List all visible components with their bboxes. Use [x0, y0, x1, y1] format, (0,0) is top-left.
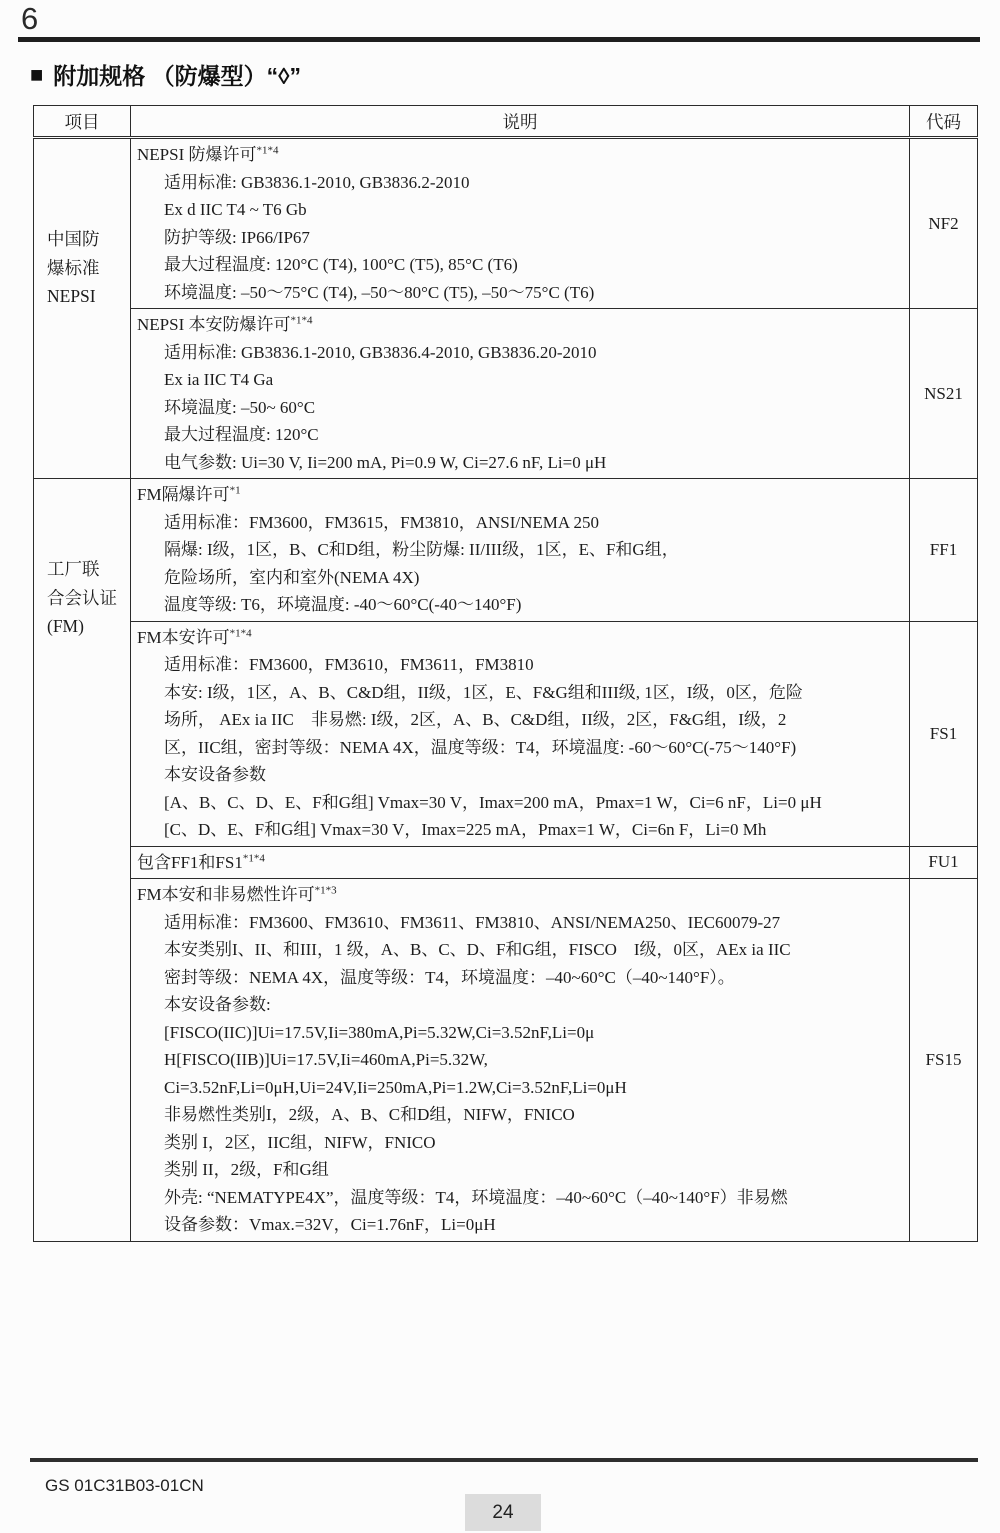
description-line: 危险场所，室内和室外(NEMA 4X) — [164, 567, 420, 587]
footnote-superscript: *1*3 — [314, 884, 337, 897]
top-rule — [18, 37, 980, 42]
description-line: FM本安许可$^{*1*4}$ — [137, 626, 252, 647]
description-line: 类别 I，2区，IIC组，NIFW，FNICO — [164, 1132, 436, 1152]
description-line: Ci=3.52nF,Li=0μH,Ui=24V,Ii=250mA,Pi=1.2W,Ci=3.52nF,Li=0μH — [164, 1077, 627, 1097]
description-cell — [131, 479, 910, 622]
description-line: 外壳: “NEMATYPE4X”，温度等级：T4，环境温度：–40~60°C（–40~140°F）非易燃 — [164, 1187, 788, 1207]
description-line: Ex d IIC T4 ~ T6 Gb — [164, 200, 307, 219]
code-cell: NS21 — [910, 309, 978, 479]
description-line: 最大过程温度: 120°C (T4), 100°C (T5), 85°C (T6) — [164, 255, 518, 274]
table-row — [34, 138, 978, 309]
spec-table-body — [34, 138, 978, 1242]
description-line: 最大过程温度: 120°C — [164, 425, 319, 444]
description-line: 适用标准: GB3836.1-2010, GB3836.4-2010, GB3836.20-2010 — [164, 342, 597, 362]
header-description: 说明 — [131, 106, 910, 138]
footnote-superscript: *1*4 — [229, 626, 252, 639]
header-code: 代码 — [910, 106, 978, 138]
description-line: 环境温度: –50~ 60°C — [164, 397, 316, 417]
description-cell — [131, 309, 910, 479]
description-line: [FISCO(IIC)]Ui=17.5V,Ii=380mA,Pi=5.32W,Ci=3.52nF,Li=0μ — [164, 1022, 595, 1042]
description-line: 电气参数: Ui=30 V, Ii=200 mA, Pi=0.9 W, Ci=27.6 nF, Li=0 μH — [164, 452, 607, 472]
code-cell: FS1 — [910, 621, 978, 846]
description-line: 本安: I级，1区，A、B、C&D组，II级，1区，E、F&G组和III级, 1区，I级，0区，危险 — [164, 682, 803, 702]
description-line: 适用标准：FM3600、FM3610、FM3611、FM3810、ANSI/NEMA250、IEC60079-27 — [164, 912, 781, 932]
table-row — [34, 879, 978, 1242]
description-line: 非易燃性类别I，2级，A、B、C和D组，NIFW，FNICO — [164, 1105, 575, 1124]
code-cell: FS15 — [910, 879, 978, 1242]
code-cell: NF2 — [910, 138, 978, 309]
description-line: FM隔爆许可$^{*1}$ — [137, 484, 241, 504]
description-line: NEPSI 防爆许可$^{*1*4}$ — [137, 144, 279, 164]
description-line: 设备参数：Vmax.=32V，Ci=1.76nF，Li=0μH — [164, 1215, 496, 1234]
description-line: NEPSI 本安防爆许可$^{*1*4}$ — [137, 314, 313, 334]
item-line: NEPSI — [47, 286, 96, 306]
description-line: 防护等级: IP66/IP67 — [164, 227, 310, 247]
table-row — [34, 621, 978, 846]
description-line: 隔爆: I级，1区，B、C和D组，粉尘防爆: II/III级，1区，E、F和G组， — [164, 540, 679, 559]
table-row — [34, 846, 978, 879]
table-row — [34, 309, 978, 479]
item-line: 合会认证 — [47, 587, 117, 608]
item-line: 工厂联 — [47, 559, 100, 579]
section-marker-icon: ■ — [30, 61, 44, 87]
footer-page-number: 24 — [465, 1494, 541, 1531]
table-header-row — [34, 106, 978, 138]
top-page-number: 6 — [21, 1, 39, 36]
footnote-superscript: *1 — [229, 484, 241, 497]
item-cell — [34, 138, 131, 479]
description-cell — [131, 621, 910, 846]
description-line: Ex ia IIC T4 Ga — [164, 370, 274, 389]
description-line: 场所， AEx ia IIC 非易燃: I级，2区，A、B、C&D组，II级，2区，F&G组，I级，2 — [164, 710, 787, 729]
description-cell — [131, 879, 910, 1242]
description-cell — [131, 846, 910, 879]
item-cell — [34, 479, 131, 1242]
description-line: 适用标准：FM3600，FM3610，FM3611，FM3810 — [164, 655, 534, 674]
description-line: [A、B、C、D、E、F和G组] Vmax=30 V，Imax=200 mA，Pmax=1 W，Ci=6 nF，Li=0 μH — [164, 792, 822, 812]
description-line: 类别 II，2级，F和G组 — [164, 1160, 329, 1179]
description-line: 温度等级: T6，环境温度: -40～60°C(-40～140°F) — [164, 595, 522, 614]
description-line: [C、D、E、F和G组] Vmax=30 V，Imax=225 mA，Pmax=1 W，Ci=6n F，Li=0 Mh — [164, 820, 767, 839]
footnote-superscript: *1*4 — [290, 314, 313, 327]
section-title-text: 附加规格 （防爆型）“◊” — [53, 63, 302, 89]
footnote-superscript: *1*4 — [256, 144, 279, 157]
item-line: 中国防 — [47, 229, 100, 249]
description-line: 适用标准: GB3836.1-2010, GB3836.2-2010 — [164, 172, 470, 192]
item-line: (FM) — [47, 616, 84, 636]
section-title — [30, 58, 301, 91]
code-cell: FU1 — [910, 846, 978, 879]
description-line: 区，IIC组，密封等级：NEMA 4X，温度等级：T4，环境温度: -60～60°C(-75～140°F) — [164, 737, 797, 757]
header-item: 项目 — [34, 106, 131, 138]
footer-document-number: GS 01C31B03-01CN — [45, 1476, 204, 1495]
description-line: 包含FF1和$FS1^{*1*4}$ — [137, 851, 265, 872]
description-line: 密封等级：NEMA 4X，温度等级：T4，环境温度：–40~60°C（–40~140°F）。 — [164, 967, 735, 987]
table-row — [34, 479, 978, 622]
description-line: FM本安和非易燃性许可$^{*1*3}$ — [137, 884, 337, 904]
footnote-superscript: *1*4 — [242, 851, 265, 864]
description-line: 适用标准：FM3600，FM3615，FM3810，ANSI/NEMA 250 — [164, 512, 599, 532]
description-line: H[FISCO(IIB)]Ui=17.5V,Ii=460mA,Pi=5.32W, — [164, 1050, 488, 1069]
code-cell: FF1 — [910, 479, 978, 622]
item-line: 爆标准 — [47, 257, 100, 278]
description-line: 本安设备参数: — [164, 995, 271, 1014]
description-line: 本安类别I、II、和III，1 级，A、B、C、D、F和G组，FISCO I级，0区，AEx ia IIC — [164, 940, 791, 959]
description-line: 环境温度: –50～75°C (T4), –50～80°C (T5), –50～75°C (T6) — [164, 282, 595, 302]
description-cell — [131, 138, 910, 309]
spec-table — [33, 105, 978, 1242]
footer-rule — [30, 1458, 978, 1462]
description-line: 本安设备参数 — [164, 765, 266, 784]
